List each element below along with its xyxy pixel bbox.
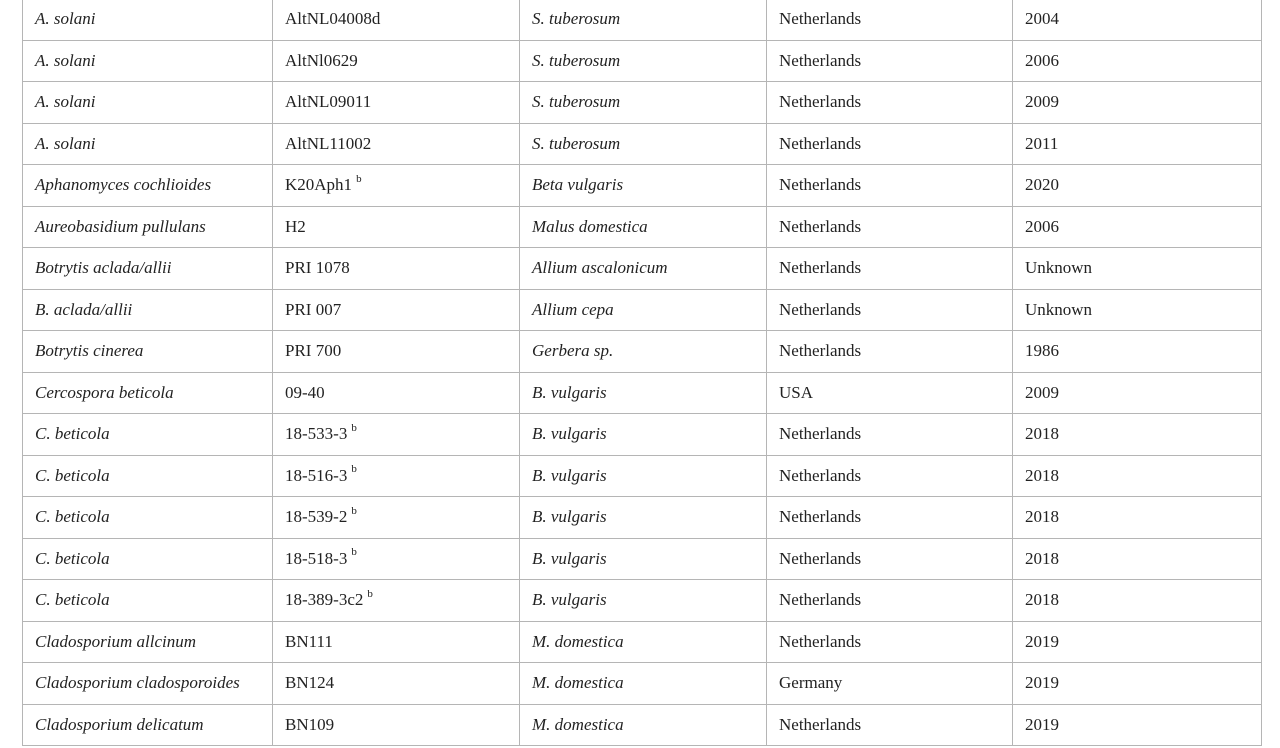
host-cell bbox=[520, 538, 767, 580]
strain-cell-text: BN124 bbox=[285, 673, 335, 693]
strain-cell bbox=[273, 372, 520, 414]
host-cell-text: M. domestica bbox=[532, 673, 624, 693]
host-cell bbox=[520, 206, 767, 248]
year-cell-text: 2018 bbox=[1025, 424, 1059, 444]
year-cell-text: 2019 bbox=[1025, 714, 1059, 734]
strain-cell bbox=[273, 704, 520, 746]
table-row bbox=[23, 82, 1262, 124]
species-cell-text: A. solani bbox=[35, 92, 96, 112]
strain-cell bbox=[273, 82, 520, 124]
species-cell-text: C. beticola bbox=[35, 424, 110, 444]
species-cell bbox=[23, 206, 273, 248]
host-cell bbox=[520, 414, 767, 456]
host-cell bbox=[520, 663, 767, 705]
year-cell bbox=[1013, 414, 1262, 456]
host-cell bbox=[520, 331, 767, 373]
host-cell bbox=[520, 165, 767, 207]
strain-cell bbox=[273, 206, 520, 248]
country-cell bbox=[767, 0, 1013, 40]
table-row bbox=[23, 704, 1262, 746]
species-cell-text: C. beticola bbox=[35, 590, 110, 610]
host-cell bbox=[520, 0, 767, 40]
country-cell bbox=[767, 206, 1013, 248]
species-cell-text: C. beticola bbox=[35, 507, 110, 527]
year-cell bbox=[1013, 704, 1262, 746]
table-row bbox=[23, 580, 1262, 622]
table-row bbox=[23, 165, 1262, 207]
country-cell-text: Netherlands bbox=[779, 92, 862, 112]
strain-cell bbox=[273, 165, 520, 207]
species-cell-text: Botrytis cinerea bbox=[35, 341, 144, 361]
year-cell bbox=[1013, 497, 1262, 539]
host-cell-text: M. domestica bbox=[532, 631, 624, 651]
year-cell-text: Unknown bbox=[1025, 299, 1093, 319]
species-cell bbox=[23, 497, 273, 539]
year-cell-text: 2006 bbox=[1025, 50, 1059, 70]
species-cell bbox=[23, 621, 273, 663]
year-cell-text: 2009 bbox=[1025, 382, 1059, 402]
year-cell bbox=[1013, 289, 1262, 331]
host-cell-text: B. vulgaris bbox=[532, 424, 607, 444]
table-row bbox=[23, 663, 1262, 705]
country-cell-text: Netherlands bbox=[779, 50, 862, 70]
country-cell-text: Netherlands bbox=[779, 631, 862, 651]
strain-cell bbox=[273, 0, 520, 40]
host-cell bbox=[520, 123, 767, 165]
species-cell-text: Cladosporium cladosporoides bbox=[35, 673, 240, 693]
strain-cell bbox=[273, 40, 520, 82]
species-cell-text: A. solani bbox=[35, 9, 96, 29]
year-cell bbox=[1013, 372, 1262, 414]
year-cell bbox=[1013, 331, 1262, 373]
table-row bbox=[23, 372, 1262, 414]
host-cell bbox=[520, 40, 767, 82]
host-cell-text: B. vulgaris bbox=[532, 548, 607, 568]
species-cell bbox=[23, 248, 273, 290]
country-cell bbox=[767, 123, 1013, 165]
year-cell-text: Unknown bbox=[1025, 258, 1093, 278]
year-cell-text: 2009 bbox=[1025, 92, 1059, 112]
isolates-table-body bbox=[23, 0, 1262, 746]
host-cell bbox=[520, 497, 767, 539]
year-cell bbox=[1013, 0, 1262, 40]
country-cell bbox=[767, 663, 1013, 705]
strain-cell-text: AltNL09011 bbox=[285, 92, 372, 112]
species-cell bbox=[23, 580, 273, 622]
year-cell bbox=[1013, 123, 1262, 165]
strain-cell bbox=[273, 663, 520, 705]
species-cell-text: Cladosporium delicatum bbox=[35, 714, 204, 734]
species-cell bbox=[23, 414, 273, 456]
country-cell bbox=[767, 248, 1013, 290]
strain-cell-text: PRI 007 bbox=[285, 299, 342, 319]
strain-cell bbox=[273, 497, 520, 539]
host-cell-text: B. vulgaris bbox=[532, 382, 607, 402]
footnote-marker: b bbox=[367, 587, 373, 600]
host-cell-text: S. tuberosum bbox=[532, 92, 621, 112]
table-row bbox=[23, 0, 1262, 40]
species-cell bbox=[23, 331, 273, 373]
species-cell bbox=[23, 538, 273, 580]
strain-cell-text: PRI 700 bbox=[285, 341, 342, 361]
country-cell-text: Netherlands bbox=[779, 714, 862, 734]
strain-cell-text: BN111 bbox=[285, 631, 333, 651]
country-cell bbox=[767, 372, 1013, 414]
strain-cell bbox=[273, 414, 520, 456]
isolates-table-container bbox=[22, 0, 1261, 746]
host-cell bbox=[520, 455, 767, 497]
species-cell-text: C. beticola bbox=[35, 465, 110, 485]
species-cell bbox=[23, 165, 273, 207]
country-cell-text: Netherlands bbox=[779, 299, 862, 319]
strain-cell bbox=[273, 538, 520, 580]
year-cell-text: 2019 bbox=[1025, 673, 1059, 693]
country-cell-text: Netherlands bbox=[779, 590, 862, 610]
strain-cell-text: 18-516-3 bbox=[285, 465, 348, 485]
host-cell bbox=[520, 704, 767, 746]
species-cell bbox=[23, 289, 273, 331]
host-cell-text: B. vulgaris bbox=[532, 590, 607, 610]
host-cell-text: Allium cepa bbox=[532, 299, 614, 319]
host-cell-text: Allium ascalonicum bbox=[532, 258, 668, 278]
species-cell bbox=[23, 372, 273, 414]
host-cell bbox=[520, 621, 767, 663]
country-cell-text: Netherlands bbox=[779, 9, 862, 29]
strain-cell-text: 18-518-3 bbox=[285, 548, 348, 568]
footnote-marker: b bbox=[356, 172, 362, 185]
table-row bbox=[23, 538, 1262, 580]
species-cell bbox=[23, 663, 273, 705]
country-cell-text: Netherlands bbox=[779, 548, 862, 568]
country-cell bbox=[767, 455, 1013, 497]
year-cell-text: 2004 bbox=[1025, 9, 1059, 29]
country-cell-text: Netherlands bbox=[779, 507, 862, 527]
table-row bbox=[23, 248, 1262, 290]
isolates-table bbox=[22, 0, 1262, 746]
footnote-marker: b bbox=[351, 463, 357, 476]
country-cell-text: Netherlands bbox=[779, 216, 862, 236]
table-row bbox=[23, 123, 1262, 165]
host-cell bbox=[520, 82, 767, 124]
strain-cell-text: AltNl0629 bbox=[285, 50, 358, 70]
strain-cell-text: 18-539-2 bbox=[285, 507, 348, 527]
table-row bbox=[23, 40, 1262, 82]
year-cell-text: 2019 bbox=[1025, 631, 1059, 651]
species-cell bbox=[23, 82, 273, 124]
species-cell-text: A. solani bbox=[35, 50, 96, 70]
host-cell-text: M. domestica bbox=[532, 714, 624, 734]
country-cell bbox=[767, 704, 1013, 746]
country-cell-text: USA bbox=[779, 382, 814, 402]
strain-cell-text: 18-389-3c2 bbox=[285, 590, 364, 610]
species-cell-text: Botrytis aclada/allii bbox=[35, 258, 172, 278]
strain-cell bbox=[273, 621, 520, 663]
country-cell-text: Netherlands bbox=[779, 258, 862, 278]
species-cell-text: Cladosporium allcinum bbox=[35, 631, 197, 651]
year-cell-text: 1986 bbox=[1025, 341, 1059, 361]
table-row bbox=[23, 206, 1262, 248]
country-cell bbox=[767, 621, 1013, 663]
country-cell bbox=[767, 580, 1013, 622]
species-cell-text: Aureobasidium pullulans bbox=[35, 216, 206, 236]
table-row bbox=[23, 621, 1262, 663]
year-cell bbox=[1013, 580, 1262, 622]
strain-cell-text: K20Aph1 bbox=[285, 175, 353, 195]
species-cell bbox=[23, 0, 273, 40]
country-cell bbox=[767, 497, 1013, 539]
host-cell-text: Gerbera sp. bbox=[532, 341, 614, 361]
host-cell bbox=[520, 580, 767, 622]
country-cell-text: Germany bbox=[779, 673, 843, 693]
table-row bbox=[23, 497, 1262, 539]
footnote-marker: b bbox=[351, 421, 357, 434]
year-cell-text: 2018 bbox=[1025, 548, 1059, 568]
table-row bbox=[23, 331, 1262, 373]
species-cell-text: C. beticola bbox=[35, 548, 110, 568]
country-cell bbox=[767, 414, 1013, 456]
strain-cell-text: H2 bbox=[285, 216, 306, 236]
table-row bbox=[23, 455, 1262, 497]
host-cell-text: S. tuberosum bbox=[532, 9, 621, 29]
species-cell-text: Cercospora beticola bbox=[35, 382, 174, 402]
host-cell bbox=[520, 248, 767, 290]
strain-cell bbox=[273, 123, 520, 165]
year-cell-text: 2020 bbox=[1025, 175, 1059, 195]
host-cell-text: Beta vulgaris bbox=[532, 175, 624, 195]
host-cell-text: B. vulgaris bbox=[532, 507, 607, 527]
country-cell bbox=[767, 40, 1013, 82]
year-cell bbox=[1013, 663, 1262, 705]
species-cell-text: A. solani bbox=[35, 133, 96, 153]
species-cell-text: B. aclada/allii bbox=[35, 299, 133, 319]
country-cell-text: Netherlands bbox=[779, 175, 862, 195]
strain-cell-text: BN109 bbox=[285, 714, 335, 734]
host-cell-text: B. vulgaris bbox=[532, 465, 607, 485]
country-cell bbox=[767, 82, 1013, 124]
year-cell-text: 2018 bbox=[1025, 465, 1059, 485]
strain-cell bbox=[273, 455, 520, 497]
species-cell bbox=[23, 123, 273, 165]
host-cell bbox=[520, 289, 767, 331]
country-cell bbox=[767, 289, 1013, 331]
species-cell bbox=[23, 455, 273, 497]
strain-cell-text: PRI 1078 bbox=[285, 258, 350, 278]
species-cell bbox=[23, 40, 273, 82]
host-cell-text: S. tuberosum bbox=[532, 50, 621, 70]
table-row bbox=[23, 289, 1262, 331]
strain-cell bbox=[273, 331, 520, 373]
strain-cell-text: 18-533-3 bbox=[285, 424, 348, 444]
host-cell bbox=[520, 372, 767, 414]
year-cell bbox=[1013, 165, 1262, 207]
country-cell bbox=[767, 538, 1013, 580]
host-cell-text: S. tuberosum bbox=[532, 133, 621, 153]
country-cell bbox=[767, 165, 1013, 207]
strain-cell bbox=[273, 580, 520, 622]
year-cell bbox=[1013, 82, 1262, 124]
country-cell-text: Netherlands bbox=[779, 465, 862, 485]
year-cell-text: 2018 bbox=[1025, 590, 1059, 610]
year-cell-text: 2006 bbox=[1025, 216, 1059, 236]
strain-cell bbox=[273, 289, 520, 331]
country-cell-text: Netherlands bbox=[779, 341, 862, 361]
strain-cell-text: 09-40 bbox=[285, 382, 325, 402]
strain-cell-text: AltNL04008d bbox=[285, 9, 381, 29]
footnote-marker: b bbox=[351, 546, 357, 559]
host-cell-text: Malus domestica bbox=[532, 216, 648, 236]
footnote-marker: b bbox=[351, 504, 357, 517]
year-cell bbox=[1013, 538, 1262, 580]
table-row bbox=[23, 414, 1262, 456]
year-cell bbox=[1013, 40, 1262, 82]
year-cell bbox=[1013, 455, 1262, 497]
year-cell-text: 2018 bbox=[1025, 507, 1059, 527]
year-cell bbox=[1013, 206, 1262, 248]
country-cell bbox=[767, 331, 1013, 373]
species-cell-text: Aphanomyces cochlioides bbox=[35, 175, 212, 195]
country-cell-text: Netherlands bbox=[779, 424, 862, 444]
year-cell-text: 2011 bbox=[1025, 133, 1059, 153]
year-cell bbox=[1013, 621, 1262, 663]
country-cell-text: Netherlands bbox=[779, 133, 862, 153]
strain-cell bbox=[273, 248, 520, 290]
strain-cell-text: AltNL11002 bbox=[285, 133, 372, 153]
year-cell bbox=[1013, 248, 1262, 290]
species-cell bbox=[23, 704, 273, 746]
